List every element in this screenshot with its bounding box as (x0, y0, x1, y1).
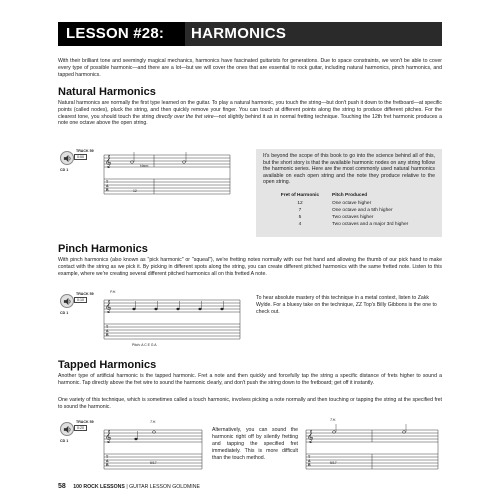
pinch-staff-label: P.H. (110, 290, 117, 294)
tapped-harmonics-paragraph-2: One variety of this technique, which is sometimes called a touch harmonic, involves picking a note normally and then touching or tapping the string at the specified fret to sound the harmonic. (58, 397, 442, 410)
treble-clef-icon: 𝄞 (307, 430, 314, 443)
lesson-title: HARMONICS (191, 25, 287, 42)
table-row (276, 215, 426, 222)
harmonic-info-box (256, 149, 442, 237)
svg-text:A: A (106, 459, 109, 463)
table-cell: Two octaves higher (332, 214, 374, 220)
svg-text:B: B (106, 463, 109, 467)
table-header: Pitch Produced (332, 193, 368, 198)
treble-clef-icon: 𝄞 (105, 155, 112, 168)
svg-text:B: B (106, 188, 109, 192)
page-number: 58 (58, 483, 66, 490)
table-header-row (276, 193, 426, 200)
table-cell: Two octaves and a major 3rd higher (332, 221, 409, 227)
audio-track-pinch[interactable] (60, 292, 94, 322)
natural-text-after: —not slightly behind it as in normal fretting technique. Touching the 12th fret harmonic produces a note one octave above the open string. (58, 113, 442, 127)
audio-track-natural[interactable] (60, 149, 94, 179)
pinch-harmonics-paragraph: With pinch harmonics (also known as "pick harmonic" or "squeal"), we're fretting notes normally with our fret hand and allowing the thumb of our pick hand to make contact with the string as we pick it. By picking in different spots along the string, you can create different pitched harmonics with the same fretted note. Listen to this example, where we're creating several different pitched harmonics all on this fretted A note. (58, 257, 442, 277)
svg-text:T: T (106, 325, 109, 329)
natural-text-emphasis: directly over the fret wire (155, 113, 214, 120)
pinch-harmonics-heading: Pinch Harmonics (58, 243, 148, 255)
natural-harmonics-heading: Natural Harmonics (58, 86, 156, 98)
treble-clef-icon: 𝄞 (105, 300, 112, 313)
tapped-side-text: Alternatively, you can sound the harmonic right off by silently fretting and tapping the specified fret immediately. This is more difficult than the touch method. (212, 427, 298, 461)
pinch-harmonic-notation (94, 292, 244, 347)
svg-text:B: B (308, 463, 311, 467)
cd-label: CD 1 (60, 311, 69, 315)
speaker-icon[interactable] (60, 422, 74, 436)
speaker-icon[interactable] (60, 294, 74, 308)
table-row (276, 201, 426, 208)
lesson-number: LESSON #28: (66, 25, 165, 42)
svg-text:T: T (106, 180, 109, 184)
svg-text:B: B (106, 333, 109, 337)
tapped-staff-label: T.H. (150, 420, 157, 424)
intro-paragraph: With their brilliant tone and seemingly magical mechanics, harmonics have fascinated guitarists for generations. Due to space constraints, we won't be able to cover every type of possible harmonic—and there are a lot—but we will cover the ones that are essential to rock guitar, including natural harmonics, pinch harmonics, and tapped harmonics. (58, 58, 442, 78)
cd-label: CD 1 (60, 168, 69, 172)
info-box-text: It's beyond the scope of this book to go into the science behind all of this, but the short story is that the available harmonic nodes on any string follow the harmonic series. Here are the most commonly used natural harmonics available on each open string and the note they produce relative to the open string. (263, 153, 435, 186)
table-header: Fret of Harmonic (280, 193, 320, 198)
track-label: TRACK 59 (76, 292, 94, 296)
natural-harmonics-paragraph (58, 100, 442, 127)
svg-text:T: T (106, 455, 109, 459)
track-time: 0:00 (74, 154, 87, 160)
table-cell: One octave higher (332, 200, 372, 206)
tapped-right-staff-label: T.H. (330, 418, 337, 422)
natural-text-before: Natural harmonics are normally the first type learned on the guitar. To play a natural harmonic, you touch the string—but don't push it down to the fretboard—at specific points (called nodes), pluck the string, and then quickly remove your finger. You can touch at different points along the string to produce different pitches. For the clearest tone, you should touch the string (58, 100, 442, 120)
tapped-harmonics-heading: Tapped Harmonics (58, 359, 157, 371)
table-row (276, 222, 426, 229)
speaker-icon[interactable] (60, 151, 74, 165)
track-label: TRACK 59 (76, 420, 94, 424)
book-title: 100 ROCK LESSONS (73, 484, 125, 490)
pinch-tab-label: Pitch: A C E G A (132, 343, 157, 347)
svg-text:T: T (308, 455, 311, 459)
track-label: TRACK 59 (76, 149, 94, 153)
track-time: 0:20 (74, 425, 87, 431)
audio-track-tapped[interactable] (60, 420, 94, 450)
tapped-harmonic-notation-right (302, 424, 442, 476)
page-footer (58, 483, 200, 490)
harm-label: Harm. (140, 164, 150, 168)
series-title: | GUITAR LESSON GOLDMINE (126, 484, 200, 490)
natural-tab-fret: 12 (133, 189, 137, 193)
cd-label: CD 1 (60, 439, 69, 443)
track-time: 0:10 (74, 297, 87, 303)
tapped-right-tab-fret: 5/17 (330, 461, 337, 465)
natural-harmonic-notation (94, 151, 234, 203)
table-cell: 5 (298, 214, 302, 220)
banner-lesson-block (58, 22, 185, 46)
treble-clef-icon: 𝄞 (105, 430, 112, 443)
svg-text:A: A (106, 184, 109, 188)
pinch-side-text: To hear absolute mastery of this technique in a metal context, listen to Zakk Wylde. For a bluesy take on the technique, ZZ Top's Billy Gibbons is the one to check out. (256, 295, 437, 315)
lesson-banner (58, 22, 442, 46)
table-cell: 7 (298, 207, 302, 213)
tapped-harmonics-paragraph-1: Another type of artificial harmonic is the tapped harmonic. Fret a note and then quickly and forcefully tap the string a specific distance of frets higher to sound a harmonic. Tap directly above the fret wire to sound the harmonic clearly, and don't push the string down to the fretboard; get off it instantly. (58, 373, 442, 386)
svg-text:A: A (106, 329, 109, 333)
svg-text:A: A (308, 459, 311, 463)
table-cell: One octave and a 5th higher (332, 207, 393, 213)
tapped-harmonic-notation (94, 424, 206, 476)
table-row (276, 208, 426, 215)
tapped-tab-fret: 5/17 (150, 461, 157, 465)
table-cell: 12 (297, 200, 303, 206)
table-cell: 4 (298, 221, 302, 227)
